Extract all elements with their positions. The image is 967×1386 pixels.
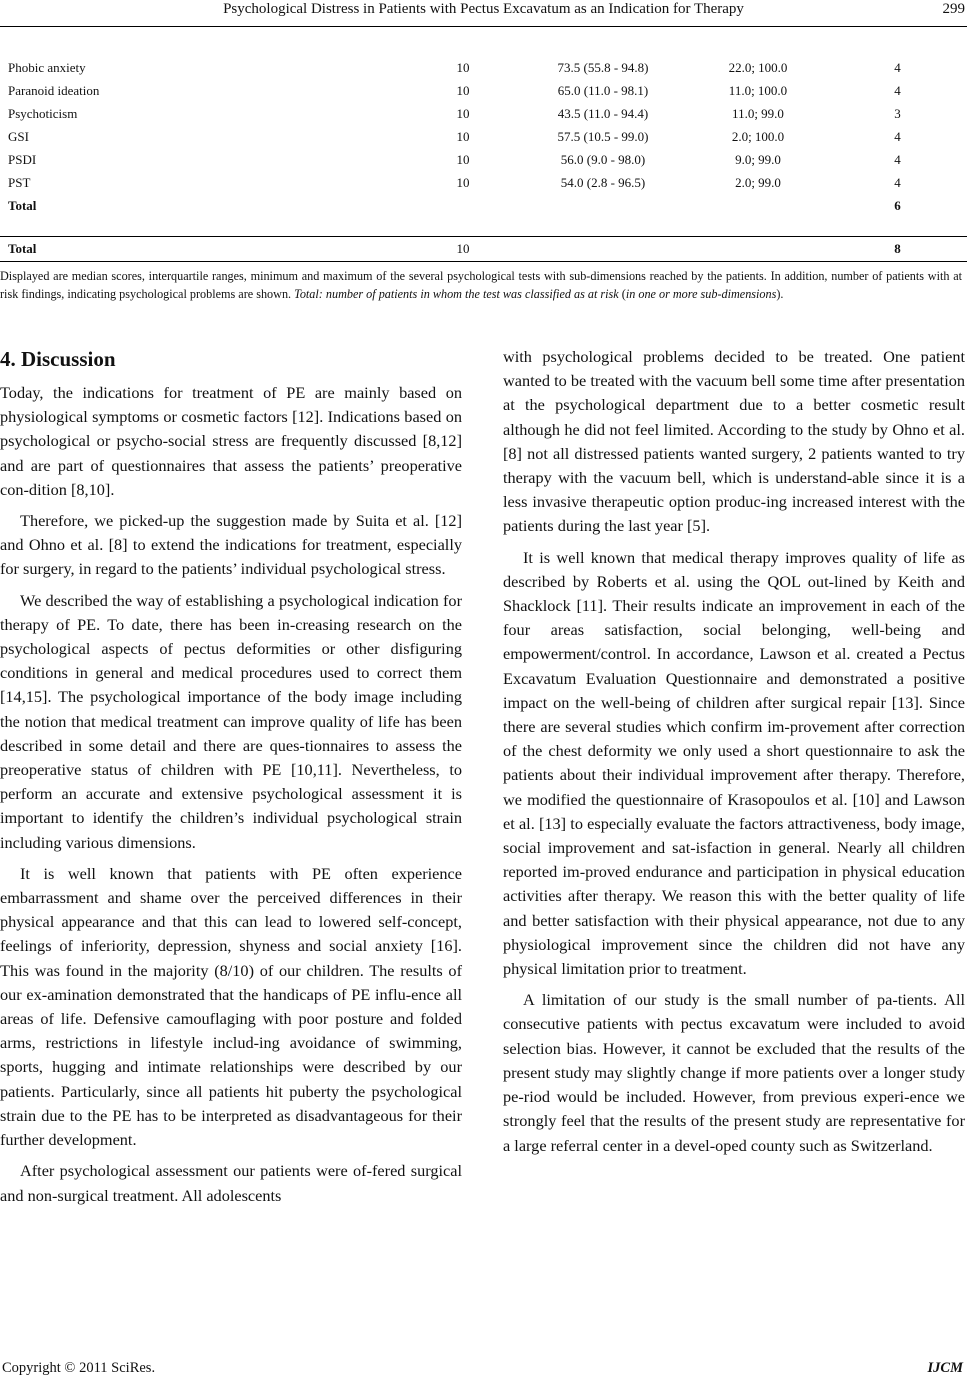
table-row (0, 56, 967, 79)
total-label: Total (0, 237, 408, 261)
paragraph: A limitation of our study is the small number of pa-tients. All consecutive patients with pectus excavatum were included to avoid selection bias. However, it cannot be excluded that the results of the present study may slightly change if more patients over a longer study pe-riod would be included. However, from previous experi-ence we strongly feel that the results of the present study are representative for a large referral center in a devel-oped county such as Switzerland. (503, 990, 965, 1155)
row-range: 11.0; 99.0 (732, 106, 784, 121)
row-label: PST (8, 175, 31, 190)
results-table (0, 56, 967, 260)
paragraph: After psychological assessment our patients were of-fered surgical and non-surgical treatment. All adolescents (0, 1161, 462, 1205)
caption-paren-italic: in one or more sub-dimensions (625, 286, 777, 301)
copyright: Copyright © 2011 SciRes. (2, 1360, 156, 1376)
row-label: Psychoticism (8, 106, 78, 121)
page-number: 299 (942, 1, 965, 17)
row-label: Paranoid ideation (8, 83, 100, 98)
row-n: 10 (456, 83, 470, 98)
row-n: 10 (456, 60, 470, 75)
table-row (0, 171, 967, 194)
total-row (0, 237, 967, 261)
caption-italic: Total: number of patients in whom the test was classified as at risk (294, 286, 619, 301)
subtotal-risk: 6 (894, 198, 901, 213)
section-heading: 4. Discussion (0, 347, 116, 371)
table-row (0, 125, 967, 148)
running-header (0, 0, 967, 26)
row-range: 9.0; 99.0 (735, 152, 781, 167)
row-n: 10 (456, 106, 470, 121)
paragraph: with psychological problems decided to be treated. One patient wanted to be treated with the vacuum bell some time after presentation at the psychological department due to a better cosmetic result although he did not feel limited. According to the study by Ohno et al. [8] not all distressed patients wanted surgery, 2 patients wanted to try therapy with the vacuum bell, which is understand-able since it is a less invasive therapeutic option produc-ing increased interest with the patients during the last year [5]. (503, 347, 965, 536)
row-range: 11.0; 100.0 (728, 83, 788, 98)
row-median: 73.5 (55.8 - 94.8) (557, 60, 649, 75)
row-median: 54.0 (2.8 - 96.5) (560, 175, 646, 190)
running-title: Psychological Distress in Patients with Pectus Excavatum as an Indication for Therapy (223, 1, 744, 17)
row-median: 56.0 (9.0 - 98.0) (560, 152, 646, 167)
paragraph: It is well known that medical therapy improves quality of life as described by Roberts et al. using the QOL out-lined by Keith and Shacklock [11]. Their results indicate an improvement in each of the four areas satisfaction, social belonging, well-being and empowerment/control. In accordance, Lawson et al. created a Pectus Excavatum Evaluation Questionnaire and demonstrated a positive impact on the well-being of children after surgical repair [13]. Since there are several studies which confirm im-provement after correction of the chest deformity we only used a short questionnaire to ask the patients about their individual improvement after therapy. Therefore, we modified the questionnaire of Krasopoulos et al. [10] and Lawson et al. [13] to especially evaluate the factors attractiveness, body image, social improvement and sat-isfaction in general. Nearly all children reported im-proved endurance and participation in physical education activities after therapy. We reason this with the better quality of life and better satisfaction with their physical appearance, not due to any physiological improvement since the children did not have any physical limitation prior to treatment. (503, 547, 965, 979)
table-caption: Displayed are median scores, interquartile ranges, minimum and maximum of the several psychological tests with sub-dimensions reached by the patients. In addition, number of patients with at risk findings, indicating psychological problems are shown. Total: number of patients in whom the test was classified as at risk (in one or more sub-dimensions). (0, 269, 962, 301)
total-n: 10 (408, 237, 518, 261)
subtotal-label: Total (8, 198, 37, 213)
row-label: Phobic anxiety (8, 60, 86, 75)
row-risk: 4 (894, 152, 901, 167)
table-row (0, 79, 967, 102)
row-risk: 4 (894, 83, 901, 98)
row-median: 43.5 (11.0 - 94.4) (557, 106, 649, 121)
spacer-row (0, 217, 967, 237)
right-column (503, 345, 965, 1165)
row-n: 10 (456, 175, 470, 190)
header-rule (0, 26, 967, 27)
subtotal-row (0, 194, 967, 217)
row-risk: 4 (894, 60, 901, 75)
paragraph: It is well known that patients with PE often experience embarrassment and shame over the perceived differences in their physical appearance and that this can lead to lowered self-concept, feelings of inferiority, depression, shyness and social anxiety [16]. This was found in the majority (8/10) of our children. The results of our ex-amination demonstrated that the handicaps of PE influ-ence all areas of life. Defensive camouflaging with poor posture and folded arms, restrictions in lifestyle includ-ing avoidance of swimming, sports, hugging and intimate relationships were described by our patients. Particularly, since all patients hit puberty the psychological strain due to the PE has to be interpreted as disadvantageous for their further development. (0, 863, 462, 1150)
caption-plain: Displayed are median scores, interquartile ranges, minimum and maximum of the several psychological tests with sub-dimensions reached by the patients. In addition, number of patients with at risk findings, indicating psychological problems are shown. (0, 269, 962, 301)
row-median: 57.5 (10.5 - 99.0) (557, 129, 649, 144)
row-range: 22.0; 100.0 (728, 60, 788, 75)
row-label: PSDI (8, 152, 37, 167)
table-row (0, 102, 967, 125)
row-range: 2.0; 100.0 (731, 129, 785, 144)
row-n: 10 (456, 129, 470, 144)
row-label: GSI (8, 129, 29, 144)
row-range: 2.0; 99.0 (735, 175, 781, 190)
row-risk: 3 (894, 106, 901, 121)
total-risk: 8 (828, 237, 967, 261)
row-median: 65.0 (11.0 - 98.1) (557, 83, 649, 98)
paragraph: We described the way of establishing a psychological indication for therapy of PE. To date, there has been in-creasing research on the psychological aspects of pectus deformities or other disfiguring conditions in general and medical procedures used to correct them [14,15]. The psychological importance of the body image including the notion that medical treatment can improve quality of life has been described in some detail and there are ques-tionnaires to assess the preoperative status of children with PE [10,11]. Nevertheless, to perform an accurate and extensive psychological assessment it is important to identify the children’s individual psychological strain including various dimensions. (0, 590, 462, 852)
table-bottom-rule (0, 261, 967, 262)
row-risk: 4 (894, 129, 901, 144)
table-row (0, 148, 967, 171)
journal-name: IJCM (927, 1360, 963, 1376)
left-column (0, 345, 462, 1215)
paragraph: Today, the indications for treatment of PE are mainly based on physiological symptoms or cosmetic factors [12]. Indications based on psychological or psycho-social stress are frequently discussed [8,12] and are part of questionnaires that assess the patients’ preoperative con-dition [8,10]. (0, 383, 462, 499)
paragraph: Therefore, we picked-up the suggestion made by Suita et al. [12] and Ohno et al. [8] to extend the indications for treatment, especially for surgery, in regard to the patients’ individual psychological stress. (0, 511, 462, 579)
row-n: 10 (456, 152, 470, 167)
row-risk: 4 (894, 175, 901, 190)
